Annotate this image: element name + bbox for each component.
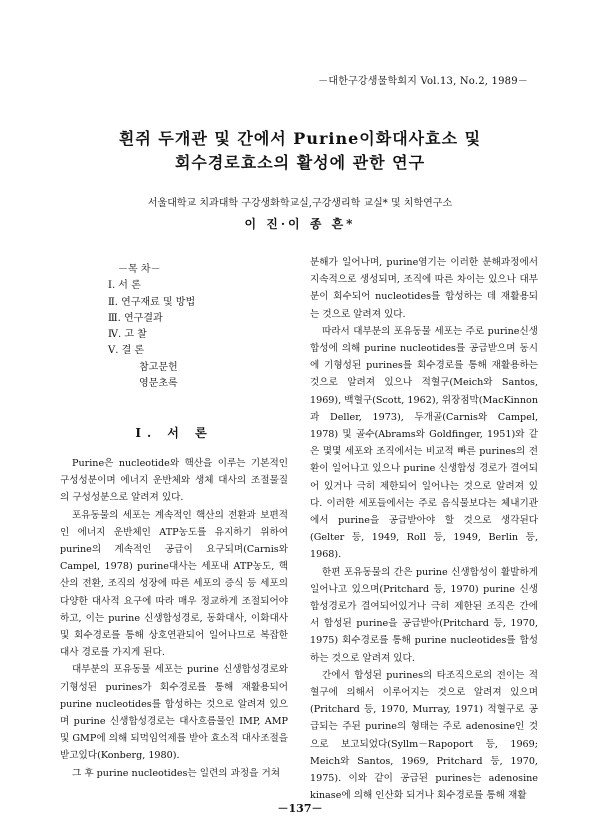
body-paragraph: 간에서 합성된 purines의 타조직으로의 전이는 적혈구에 의해서 이루어지는 것으로 알려져 있으며(Pritchard 등, 1970, Murray, 1971) 적혈구로 공급되는 주된 purine의 형태는 주로 adenosine인 것으로 보고되었다(Syllm－Rapoport 등, 1969; Meich와 Santos, 1969, Pritchard 등, 1970, 1975). 이와 같이 공급된 purines는 adenosine kinase에 의해 인산화 되거나 회수경로를 통해 재활 bbox=[310, 669, 538, 802]
toc-item: Ⅴ. 결 론 bbox=[108, 345, 145, 357]
table-of-contents bbox=[108, 262, 195, 392]
page-number: －137－ bbox=[277, 802, 323, 815]
toc-item: Ⅲ. 연구결과 bbox=[108, 312, 163, 324]
body-paragraph: 따라서 대부분의 포유동물 세포는 주로 purine신생합성에 의해 purine nucleotides를 공급받으며 동시에 기형성된 purines를 회수경로를 통해 재활용하는 것으로 알려져 있으나 적혈구(Meich와 Santos, 1969), 백혈구(Scott, 1962), 위장점막(MacKinnon과 Deller, 1973), 두개골(Carnis와 Campel, 1978) 및 골수(Abrams와 Goldfinger, 1951)와 같은 몇몇 세포와 조직에서는 비교적 빠른 purines의 전환이 일어나고 있으나 purine 신생합성 경로가 결여되어 있거나 극히 제한되어 일어나는 것으로 알려져 있다. 이러한 세포들에서는 주로 음식물보다는 체내기관에서 purine을 공급받아야 할 것으로 생각된다(Gelter 등, 1949, Roll 등, 1949, Berlin 등, 1968). bbox=[310, 325, 538, 561]
body-paragraph: Purine은 nucleotide와 핵산을 이루는 기본적인 구성성분이며 에너지 운반체와 생체 대사의 조절물질의 구성성분으로 알려져 있다. bbox=[60, 458, 288, 504]
body-paragraph: 한편 포유동물의 간은 purine 신생합성이 활발하게 일어나고 있으며(Pritchard 등, 1970) purine 신생합성경로가 결여되어있거나 극히 제한된 조직은 간에서 합성된 purine을 공급받아(Pritchard 등, 1970, 1975) 회수경로를 통해 purine nucleotides를 합성하는 것으로 알려져 있다. bbox=[310, 566, 538, 664]
left-column-body bbox=[60, 455, 288, 782]
body-paragraph: 대부분의 포유동물 세포는 purine 신생합성경로와 기형성된 purines가 회수경로를 통해 재활용되어 purine nucleotides를 합성하는 것으로 알려져 있으며 purine 신생합성경로는 대사흐름물인 IMP, AMP및 GMP에 의해 되먹임억제를 받아 효소적 대사조절을 받고있다(Konberg, 1980). bbox=[60, 664, 288, 762]
paper-title-line-2: 회수경로효소의 활성에 관한 연구 bbox=[174, 153, 426, 172]
toc-item: 영문초록 bbox=[139, 378, 178, 390]
toc-item: 참고문헌 bbox=[139, 361, 178, 373]
toc-item: Ⅰ. 서 론 bbox=[108, 280, 141, 292]
toc-item: Ⅱ. 연구재료 및 방법 bbox=[108, 296, 196, 308]
right-column-body bbox=[310, 254, 538, 805]
toc-item: Ⅳ. 고 찰 bbox=[108, 329, 147, 341]
toc-heading: －목 차－ bbox=[118, 264, 161, 275]
body-paragraph: 분해가 일어나며, purine염기는 이러한 분해과정에서 지속적으로 생성되며, 조직에 따른 차이는 있으나 대부분이 회수되어 nucleotides를 합성하는 데 재활용되는 것으로 알려져 있다. bbox=[310, 257, 538, 320]
authors: 이 진·이 종 흔* bbox=[244, 217, 356, 231]
journal-header: －대한구강생물학회지 Vol.13, No.2, 1989－ bbox=[318, 76, 528, 87]
section-heading-introduction: Ⅰ. 서 론 bbox=[135, 426, 213, 440]
paper-title-line-1: 흰쥐 두개관 및 간에서 Purine이화대사효소 및 bbox=[118, 129, 482, 148]
affiliation: 서울대학교 치과대학 구강생화학교실,구강생리학 교실* 및 치학연구소 bbox=[147, 198, 453, 209]
body-paragraph: 포유동물의 세포는 계속적인 핵산의 전환과 보편적인 에너지 운반체인 ATP농도를 유지하기 위하여 purine의 계속적인 공급이 요구되며(Carnis와 Campel, 1978) purine대사는 세포내 ATP농도, 핵산의 전환, 조직의 성장에 따른 세포의 증식 등 세포의 다양한 대사적 요구에 따라 매우 정교하게 조절되어야 하고, 이는 purine 신생합성경로, 동화대사, 이화대사 및 회수경로를 통해 상호연관되어 일어나므로 복잡한 대사 경로를 가지게 된다. bbox=[60, 509, 288, 659]
body-paragraph: 그 후 purine nucleotides는 일련의 과정을 거쳐 bbox=[72, 767, 280, 779]
